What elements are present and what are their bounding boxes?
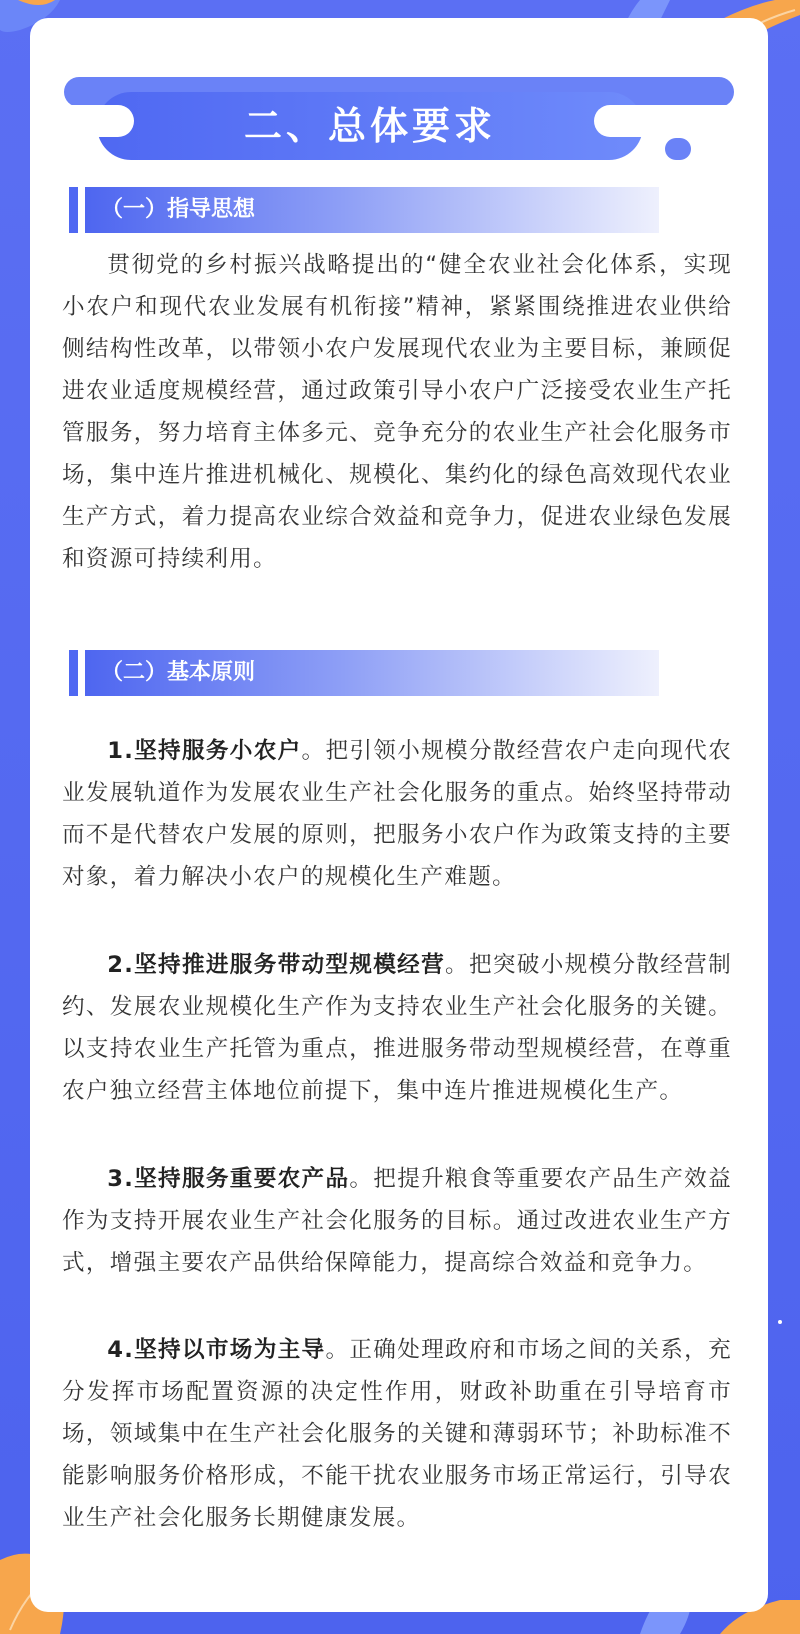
- guiding-ideology-text: 贯彻党的乡村振兴战略提出的“健全农业社会化体系，实现小农户和现代农业发展有机衔接”精神，紧紧围绕推进农业供给侧结构性改革，以带领小农户发展现代农业为主要目标，兼顾促进农业适度规模经营，通过政策引导小农户广泛接受农业生产托管服务，努力培育主体多元、竞争充分的农业生产社会化服务市场，集中连片推进机械化、规模化、集约化的绿色高效现代农业生产方式，着力提高农业综合效益和竞争力，促进农业绿色发展和资源可持续利用。: [62, 252, 732, 572]
- principle-paragraph: [62, 1158, 732, 1284]
- section-bar: [69, 650, 78, 696]
- section-title: （二）基本原则: [101, 660, 256, 685]
- banner-decoration: [665, 138, 691, 160]
- principle-lead: 4.坚持以市场为主导: [107, 1337, 326, 1363]
- section-header-basic-principles: [69, 650, 659, 696]
- principle-paragraph: [62, 1329, 732, 1539]
- principle-text: 。把引领小规模分散经营农户走向现代农业发展轨道作为发展农业生产社会化服务的重点。始终坚持带动而不是代替农户发展的原则，把服务小农户作为政策支持的主要对象，着力解决小农户的规模化生产难题。: [62, 738, 732, 890]
- section-bar: [69, 187, 78, 233]
- principle-lead: 2.坚持推进服务带动型规模经营: [107, 952, 446, 978]
- principle-paragraph: [62, 944, 732, 1112]
- principle-text: 。正确处理政府和市场之间的关系，充分发挥市场配置资源的决定性作用，财政补助重在引导培育市场，领域集中在生产社会化服务的关键和薄弱环节；补助标准不能影响服务价格形成，不能干扰农业服务市场正常运行，引导农业生产社会化服务长期健康发展。: [62, 1337, 732, 1531]
- sparkle-dot-icon: [778, 1320, 782, 1324]
- principle-paragraph: [62, 730, 732, 898]
- principle-text: 。把提升粮食等重要农产品生产效益作为支持开展农业生产社会化服务的目标。通过改进农业生产方式，增强主要农产品供给保障能力，提高综合效益和竞争力。: [62, 1166, 732, 1276]
- section-header-guiding-ideology: [69, 187, 659, 233]
- principle-lead: 3.坚持服务重要农产品: [107, 1166, 350, 1192]
- page-title: 二、总体要求: [243, 104, 496, 148]
- section-title: （一）指导思想: [101, 197, 256, 222]
- principle-lead: 1.坚持服务小农户: [107, 738, 302, 764]
- principle-text: 。把突破小规模分散经营制约、发展农业规模化生产作为支持农业生产社会化服务的关键。以支持农业生产托管为重点，推进服务带动型规模经营，在尊重农户独立经营主体地位前提下，集中连片推进规模化生产。: [62, 952, 732, 1104]
